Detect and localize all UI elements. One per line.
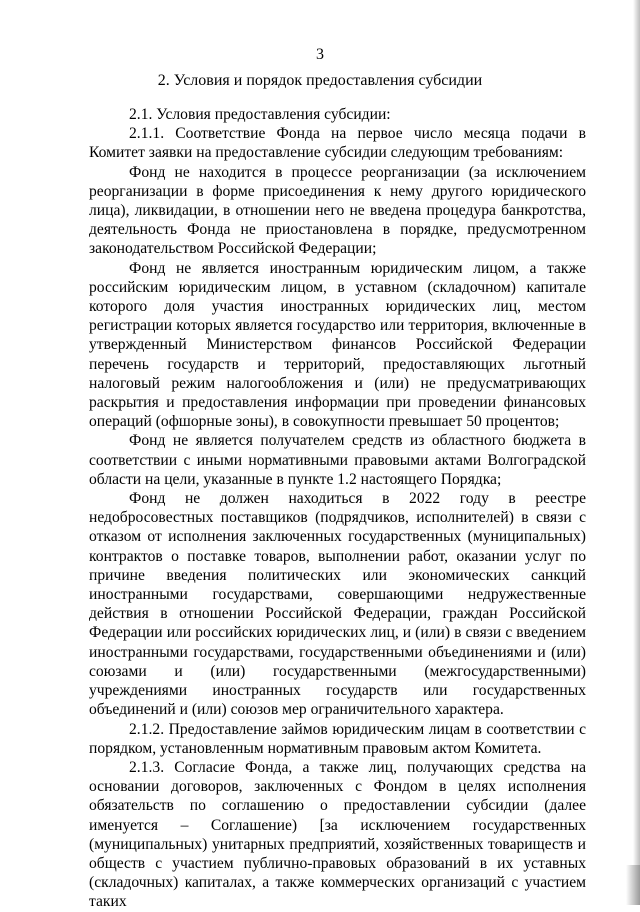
page-number: 3 <box>316 46 324 63</box>
paragraph-2-1: 2.1. Условия предоставления субсидии: <box>129 106 391 123</box>
scan-edge-shadow <box>633 0 640 905</box>
paragraph-2-1-1: 2.1.1. Соответствие Фонда на первое число месяца подачи в Комитет заявки на предоставление субсидии следующим требованиям: <box>89 125 586 162</box>
scan-corner-shadow <box>626 865 640 905</box>
paragraph-2-1-2: 2.1.2. Предоставление займов юридическим лицам в соответствии с порядком, установленным нормативным правовым актом Комитета. <box>89 720 586 757</box>
paragraph-requirement-registry: Фонд не должен находиться в 2022 году в реестре недобросовестных поставщиков (подрядчиков, исполнителей) в связи с отказом от исполнения заключенных государственных (муниципальных) контрактов о поставке товаров, выполнении работ, оказании услуг по причине введения политических или экономических санкций иностранными государствами, совершающими недружественные действия в отношении Российской Федерации, граждан Российской Федерации или российских юридических лиц, и (или) в связи с введением иностранными государствами, государственными объединениями и (или) союзами и (или) государственными (межгосударственными) учреждениями иностранных государств или государственных объединений и (или) союзов мер ограничительного характера. <box>89 490 586 719</box>
paragraph-requirement-foreign-entity: Фонд не является иностранным юридическим лицом, а также российским юридическим лицом, в уставном (складочном) капитале которого доля участия иностранных юридических лиц, местом регистрации которых является государство или территория, включенные в утвержденный Министерством финансов Российской Федерации перечень государств и территорий, предоставляющих льготный налоговый режим налогообложения и (или) не предусматривающих раскрытия и предоставления информации при проведении финансовых операций (офшорные зоны), в совокупности превышает 50 процентов; <box>89 259 586 431</box>
section-heading: 2. Условия и порядок предоставления субсидии <box>157 72 483 89</box>
document-body <box>89 100 586 912</box>
paragraph-2-1-3: 2.1.3. Согласие Фонда, а также лиц, получающих средства на основании договоров, заключенных с Фондом в целях исполнения обязательств по соглашению о предоставлении субсидии (далее именуется – Соглашение) [за исключением государственных (муниципальных) унитарных предприятий, хозяйственных товариществ и обществ с участием публично-правовых образований в их уставных (складочных) капиталах, а также коммерческих организаций с участием таких <box>89 758 586 911</box>
paragraph-requirement-reorganization: Фонд не находится в процессе реорганизации (за исключением реорганизации в форме присоединения к нему другого юридического лица), ликвидации, в отношении него не введена процедура банкротства, деятельность Фонда не приостановлена в порядке, предусмотренном законодательством Российской Федерации; <box>89 163 586 258</box>
paragraph-requirement-budget: Фонд не является получателем средств из областного бюджета в соответствии с иными нормативными правовыми актами Волгоградской области на цели, указанные в пункте 1.2 настоящего Порядка; <box>89 432 586 488</box>
